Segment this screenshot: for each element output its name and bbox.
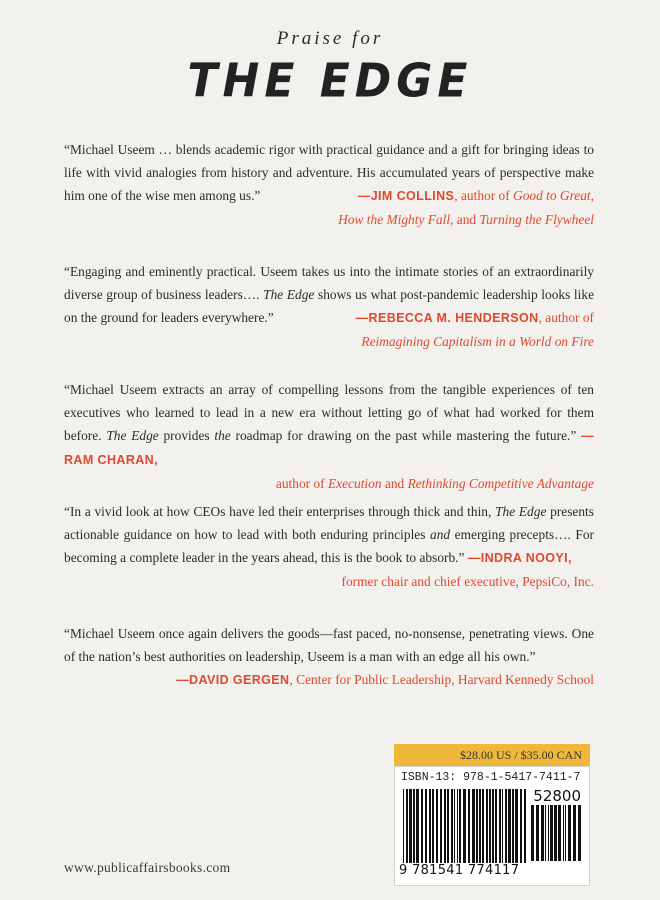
quote-works: Reimagining Capitalism in a World on Fire — [361, 334, 594, 349]
barcode-bar — [406, 789, 408, 863]
quote-indra-nooyi — [64, 500, 594, 593]
barcode-bar — [563, 805, 564, 861]
quote-text: “Michael Useem once again delivers the goods—fast paced, no-nonsense, penetrating views. One of the nation’s best authorities on leadership, Useem is a man with an edge all his own.” — [64, 626, 594, 664]
barcode-bar — [565, 805, 566, 861]
barcode-bar — [499, 789, 501, 863]
quote-attribution: —REBECCA M. HENDERSON, author of — [355, 310, 594, 325]
barcode-bar — [492, 789, 494, 863]
barcode-bar — [468, 789, 470, 863]
barcode-bar — [479, 789, 481, 863]
quote-works: author of Execution and Rethinking Competitive Advantage — [275, 476, 594, 491]
barcode-bar — [508, 789, 511, 863]
barcode-bar — [413, 789, 415, 863]
quote-david-gergen — [64, 622, 594, 692]
barcode-bar — [403, 789, 404, 863]
barcode-bar — [429, 789, 431, 863]
barcode-bar — [409, 789, 412, 863]
barcode-bar — [457, 789, 458, 863]
barcode-bar — [545, 805, 546, 861]
barcode-bar — [440, 789, 442, 863]
quote-works: How the Mighty Fall, and Turning the Flywheel — [338, 212, 594, 227]
barcode — [394, 766, 590, 886]
quote-rebecca-henderson — [64, 260, 594, 353]
barcode-bar — [472, 789, 475, 863]
barcode-bar — [463, 789, 466, 863]
isbn-digits: 9 781541 774117 — [399, 863, 520, 878]
praise-for-heading: Praise for — [276, 28, 384, 49]
barcode-bar — [550, 805, 553, 861]
barcode-bar — [436, 789, 438, 863]
price-barcode-bars — [531, 805, 581, 861]
quote-author: —RAM CHARAN, — [64, 429, 594, 467]
quote-attribution: —DAVID GERGEN, Center for Public Leadership, Harvard Kennedy School — [176, 672, 594, 687]
publisher-url: www.publicaffairsbooks.com — [64, 860, 231, 875]
quote-credit: former chair and chief executive, PepsiCo, Inc. — [341, 574, 594, 589]
barcode-bar — [520, 789, 522, 863]
barcode-bar — [548, 805, 549, 861]
quote-attribution: —JIM COLLINS, author of Good to Great, — [357, 188, 594, 203]
barcode-bar — [486, 789, 488, 863]
barcode-bar — [536, 805, 539, 861]
barcode-bar — [515, 789, 518, 863]
quote-author: —JIM COLLINS — [357, 189, 455, 203]
price-label: $28.00 US / $35.00 CAN — [394, 744, 590, 766]
barcode-bar — [482, 789, 484, 863]
barcode-bar — [531, 805, 534, 861]
quote-author: —DAVID GERGEN — [176, 673, 290, 687]
quote-text: “Michael Useem … blends academic rigor with practical guidance and a gift for bringing ideas to life with vivid analogies from history and adventure. His accumulated years of perspective make him one of the wise men among us.” — [64, 142, 594, 203]
quote-text: “In a vivid look at how CEOs have led their enterprises through thick and thin, The Edge presents actionable guidance on how to lead with both enduring principles and emerging precepts…. For becoming a complete leader in the years ahead, this is the book to absorb.” —INDRA NOOYI, — [64, 504, 595, 565]
barcode-bar — [541, 805, 544, 861]
quote-text: “Michael Useem extracts an array of compelling lessons from the tangible experiences of ten executives who learned to lead in a new era without letting go of what had worked for them before. The Edge provides the roadmap for drawing on the past while mastering the future.” —RAM CHARAN, — [64, 382, 594, 467]
barcode-bar — [554, 805, 557, 861]
quote-author: —INDRA NOOYI, — [467, 551, 572, 565]
barcode-bar — [558, 805, 561, 861]
barcode-bar — [447, 789, 449, 863]
barcode-bar — [451, 789, 453, 863]
barcode-bar — [476, 789, 478, 863]
barcode-bar — [524, 789, 526, 863]
barcode-bar — [578, 805, 581, 861]
barcode-bar — [505, 789, 507, 863]
quote-jim-collins — [64, 138, 594, 231]
barcode-bar — [512, 789, 514, 863]
barcode-bar — [573, 805, 576, 861]
barcode-bar — [421, 789, 423, 863]
barcode-bar — [425, 789, 427, 863]
barcode-bar — [568, 805, 571, 861]
barcode-bar — [444, 789, 446, 863]
price-code: 52800 — [533, 787, 581, 805]
quote-author: —REBECCA M. HENDERSON — [355, 311, 539, 325]
isbn-label: ISBN-13: 978-1-5417-7411-7 — [401, 771, 581, 784]
barcode-bar — [459, 789, 461, 863]
quote-ram-charan — [64, 378, 594, 495]
barcode-bar — [495, 789, 497, 863]
isbn-barcode-bars — [403, 789, 527, 863]
barcode-bar — [432, 789, 434, 863]
barcode-bar — [489, 789, 491, 863]
book-title: THE EDGE — [187, 54, 473, 109]
quote-text: “Engaging and eminently practical. Useem takes us into the intimate stories of an extraordinarily diverse group of business leaders…. The Edge shows us what post-pandemic leadership looks like on the ground for leaders everywhere.” — [64, 264, 595, 325]
barcode-bar — [416, 789, 419, 863]
barcode-bar — [502, 789, 503, 863]
barcode-bar — [454, 789, 455, 863]
